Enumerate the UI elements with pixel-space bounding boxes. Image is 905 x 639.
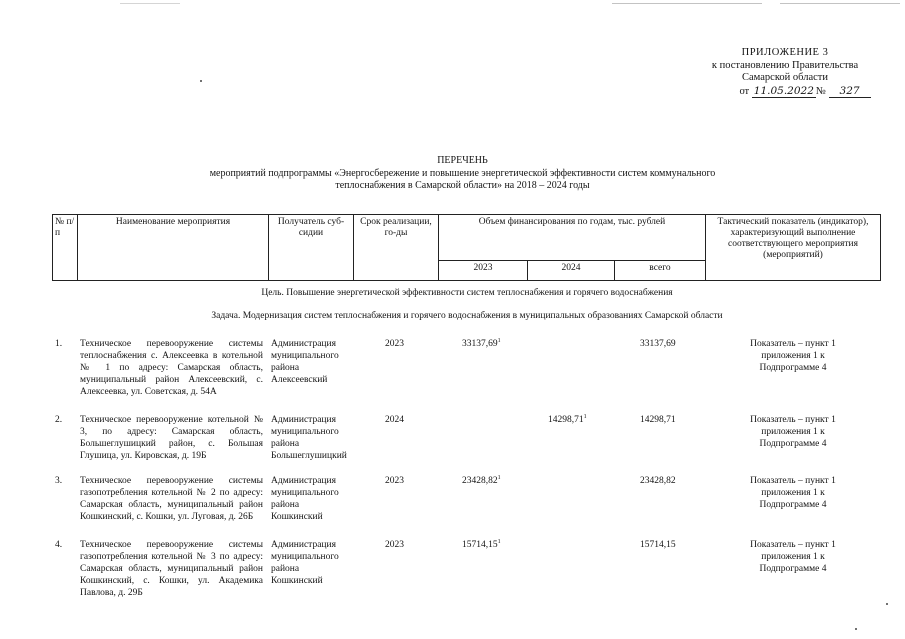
row-year: 2023 (385, 339, 404, 349)
row-total: 15714,15 (640, 540, 676, 550)
appendix-title: ПРИЛОЖЕНИЕ 3 (741, 47, 829, 58)
document-subtitle-1: мероприятий подпрограммы «Энергосбережение и повышение энергетической эффективности систем коммунального (209, 167, 716, 179)
row-value-2024: 14298,71$^1$ (548, 413, 587, 425)
col-num: № п/п (53, 215, 78, 281)
goal-line: Цель. Повышение энергетической эффективности систем теплоснабжения и горячего водоснабжения (261, 288, 673, 298)
task-line: Задача. Модернизация систем теплоснабжения и горячего водоснабжения в муниципальных образованиях Самарской области (211, 311, 723, 321)
scan-speck (855, 628, 857, 630)
date-prefix: от (739, 85, 750, 97)
row-name: Техническое перевооружение системы газопотребления котельной № 3 по адресу: Самарская область, муниципальный район Кошкинский, с. Кошки, ул. Академика Павлова, д. 29Б (80, 540, 263, 598)
appendix-block (690, 47, 880, 98)
scan-speck (886, 603, 888, 605)
scan-line (612, 3, 762, 4)
row-recipient: Администрация муниципального района Алексеевский (271, 339, 339, 385)
row-value-2023: 15714,15$^1$ (462, 538, 501, 550)
col-funding: Объем финансирования по годам, тыс. рублей (439, 215, 706, 261)
row-year: 2024 (385, 415, 404, 425)
row-recipient: Администрация муниципального района Большеглушицкий (271, 415, 347, 461)
row-name: Техническое перевооружение системы теплоснабжения с. Алексеевка в котельной № 1 по адресу: Самарская область, муниципальный район Алексеевский, с. Алексеевка, ул. Советская, д. 54А (80, 339, 263, 397)
row-indicator: Показатель – пункт 1 приложения 1 к Подпрограмме 4 (750, 476, 836, 510)
document-title: ПЕРЕЧЕНЬ (437, 155, 488, 166)
scan-line (780, 3, 900, 4)
col-total: всего (615, 261, 706, 281)
document-heading (150, 155, 775, 193)
appendix-region: Самарской области (742, 72, 828, 83)
number-prefix: № (815, 85, 826, 97)
appendix-date-line (690, 85, 880, 99)
table-header (52, 214, 881, 281)
scan-line (120, 3, 180, 4)
row-indicator: Показатель – пункт 1 приложения 1 к Подпрограмме 4 (750, 540, 836, 574)
col-indicator: Тактический показатель (индикатор), характеризующий выполнение соответствующего мероприятия (мероприятий) (706, 215, 881, 281)
footnote-mark: 1 (497, 474, 501, 481)
footnote-mark: 1 (497, 538, 501, 545)
col-recipient: Получатель суб-сидии (269, 215, 354, 281)
row-name: Техническое перевооружение системы газопотребления котельной № 2 по адресу: Самарская область, муниципальный район Кошкинский, с. Кошки, ул. Луговая, д. 26Б (80, 476, 263, 522)
row-total: 33137,69 (640, 339, 676, 349)
row-total: 14298,71 (640, 415, 676, 425)
row-value-2023: 33137,69$^1$ (462, 337, 501, 349)
row-year: 2023 (385, 476, 404, 486)
document-subtitle-2: теплоснабжения в Самарской области» на 2018 – 2024 годы (335, 180, 590, 191)
row-num: 2. (55, 415, 63, 425)
col-term: Срок реализации, го-ды (354, 215, 439, 281)
row-num: 3. (55, 476, 63, 486)
row-recipient: Администрация муниципального района Кошкинский (271, 476, 339, 522)
row-indicator: Показатель – пункт 1 приложения 1 к Подпрограмме 4 (750, 339, 836, 373)
row-value-2023: 23428,82$^1$ (462, 474, 501, 486)
row-year: 2023 (385, 540, 404, 550)
col-2024: 2024 (528, 261, 615, 281)
row-num: 1. (55, 339, 63, 349)
footnote-mark: 1 (497, 337, 501, 344)
col-2023: 2023 (439, 261, 528, 281)
row-total: 23428,82 (640, 476, 676, 486)
row-num: 4. (55, 540, 63, 550)
footnote-mark: 1 (583, 413, 587, 420)
appendix-decree: к постановлению Правительства (711, 59, 859, 71)
row-recipient: Администрация муниципального района Кошкинский (271, 540, 339, 586)
number-value: 327 (829, 85, 871, 99)
row-name: Техническое перевооружение котельной № 3, по адресу: Самарская область, Большеглушицкий район, с. Большая Глушица, ул. Кировская, д. 19Б (80, 415, 263, 461)
date-value: 11.05.2022 (753, 84, 814, 97)
scan-speck (200, 80, 202, 82)
row-indicator: Показатель – пункт 1 приложения 1 к Подпрограмме 4 (750, 415, 836, 449)
col-name: Наименование мероприятия (78, 215, 269, 281)
